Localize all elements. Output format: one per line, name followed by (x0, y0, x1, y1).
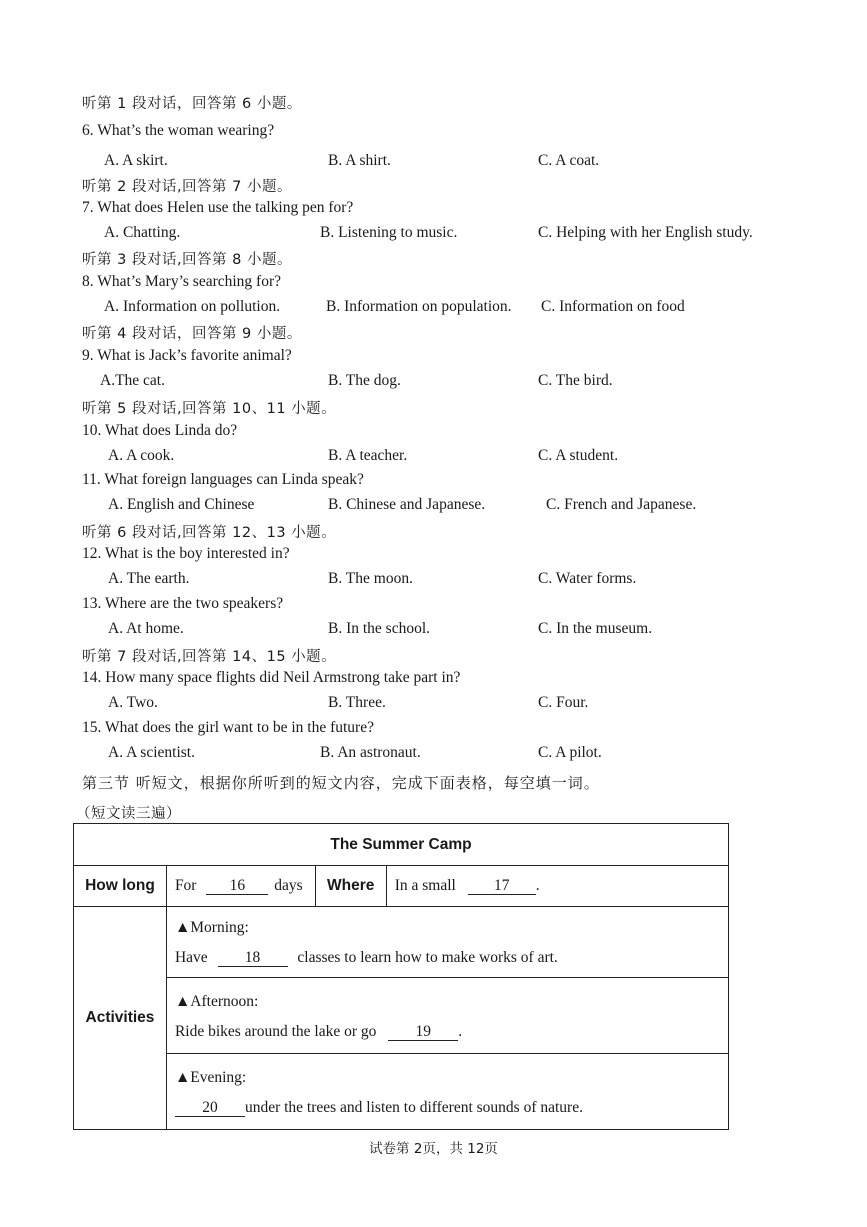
summer-camp-table (73, 823, 729, 1130)
q10-option-a: A. A cook. (108, 447, 175, 464)
q7-option-a: A. Chatting. (104, 224, 181, 241)
morning-cell (166, 907, 728, 978)
section-heading-6: 听第 6 段对话,回答第 12、13 小题。 (82, 525, 337, 541)
question-6: 6. What’s the woman wearing? (82, 122, 275, 139)
section-heading-1: 听第 1 段对话，回答第 6 小题。 (82, 96, 302, 112)
question-10: 10. What does Linda do? (82, 422, 238, 439)
blank-16: 16 (206, 878, 268, 895)
q13-option-c: C. In the museum. (538, 620, 653, 637)
question-8: 8. What’s Mary’s searching for? (82, 273, 282, 290)
question-13: 13. Where are the two speakers? (82, 595, 284, 612)
question-15: 15. What does the girl want to be in the future? (82, 719, 374, 736)
blank-17: 17 (468, 878, 536, 895)
section3-note: （短文读三遍） (76, 806, 181, 822)
q6-option-c: C. A coat. (538, 152, 600, 169)
q12-option-b: B. The moon. (328, 570, 413, 587)
q15-option-a: A. A scientist. (108, 744, 195, 761)
where-label: Where (315, 866, 386, 907)
evening-text (175, 1099, 728, 1117)
blank-20: 20 (175, 1100, 245, 1117)
where-end: . (535, 877, 540, 894)
afternoon-pre: Ride bikes around the lake or go (174, 1022, 377, 1040)
q12-option-c: C. Water forms. (538, 570, 637, 587)
q11-option-a: A. English and Chinese (108, 496, 255, 513)
q14-option-c: C. Four. (538, 694, 589, 711)
afternoon-text (175, 1023, 728, 1041)
q13-option-b: B. In the school. (328, 620, 431, 637)
question-9: 9. What is Jack’s favorite animal? (82, 347, 292, 364)
q7-option-b: B. Listening to music. (320, 224, 458, 241)
morning-heading: ▲Morning: (174, 919, 249, 936)
page-footer: 试卷第 2页，共 12页 (369, 1141, 498, 1157)
question-12: 12. What is the boy interested in? (82, 545, 290, 562)
q8-option-b: B. Information on population. (326, 298, 512, 315)
q9-option-b: B. The dog. (328, 372, 401, 389)
afternoon-post: . (458, 1022, 463, 1040)
section-heading-2: 听第 2 段对话,回答第 7 小题。 (82, 179, 292, 195)
section3-title: 第三节 听短文，根据你所听到的短文内容，完成下面表格，每空填一词。 (82, 774, 600, 792)
question-7: 7. What does Helen use the talking pen for? (82, 199, 354, 216)
q13-option-a: A. At home. (108, 620, 184, 637)
section-heading-3: 听第 3 段对话,回答第 8 小题。 (82, 252, 292, 268)
q9-option-a: A.The cat. (100, 372, 165, 389)
morning-post: classes to learn how to make works of art. (297, 949, 558, 966)
q12-option-a: A. The earth. (108, 570, 190, 587)
evening-heading: ▲Evening: (174, 1068, 247, 1086)
section-heading-7: 听第 7 段对话,回答第 14、15 小题。 (82, 649, 337, 665)
question-14: 14. How many space flights did Neil Armstrong take part in? (82, 669, 461, 686)
how-long-cell (166, 866, 315, 907)
question-11: 11. What foreign languages can Linda speak? (82, 471, 364, 488)
q7-option-c: C. Helping with her English study. (538, 224, 753, 241)
q6-option-a: A. A skirt. (104, 152, 168, 169)
q11-option-c: C. French and Japanese. (546, 496, 697, 513)
q10-option-c: C. A student. (538, 447, 619, 464)
how-long-label: How long (74, 866, 167, 907)
q15-option-c: C. A pilot. (538, 744, 602, 761)
q11-option-b: B. Chinese and Japanese. (328, 496, 486, 513)
q8-option-a: A. Information on pollution. (104, 298, 281, 315)
morning-pre: Have (174, 949, 208, 966)
q14-option-a: A. Two. (108, 694, 158, 711)
evening-cell (166, 1054, 728, 1130)
afternoon-cell (166, 978, 728, 1054)
section-heading-5: 听第 5 段对话,回答第 10、11 小题。 (82, 401, 337, 417)
q9-option-c: C. The bird. (538, 372, 613, 389)
evening-post: under the trees and listen to different sounds of nature. (244, 1098, 583, 1116)
table-title: The Summer Camp (74, 824, 729, 866)
q15-option-b: B. An astronaut. (320, 744, 421, 761)
section-heading-4: 听第 4 段对话，回答第 9 小题。 (82, 326, 302, 342)
q14-option-b: B. Three. (328, 694, 386, 711)
activities-label: Activities (74, 907, 167, 1130)
afternoon-heading: ▲Afternoon: (174, 992, 259, 1010)
where-text: In a small (394, 877, 456, 894)
q8-option-c: C. Information on food (541, 298, 685, 315)
morning-text (175, 949, 728, 967)
days-text: days (274, 877, 303, 894)
blank-19: 19 (388, 1024, 458, 1041)
q6-option-b: B. A shirt. (328, 152, 391, 169)
q10-option-b: B. A teacher. (328, 447, 408, 464)
blank-18: 18 (218, 950, 288, 967)
where-cell (386, 866, 728, 907)
for-text: For (174, 877, 197, 894)
